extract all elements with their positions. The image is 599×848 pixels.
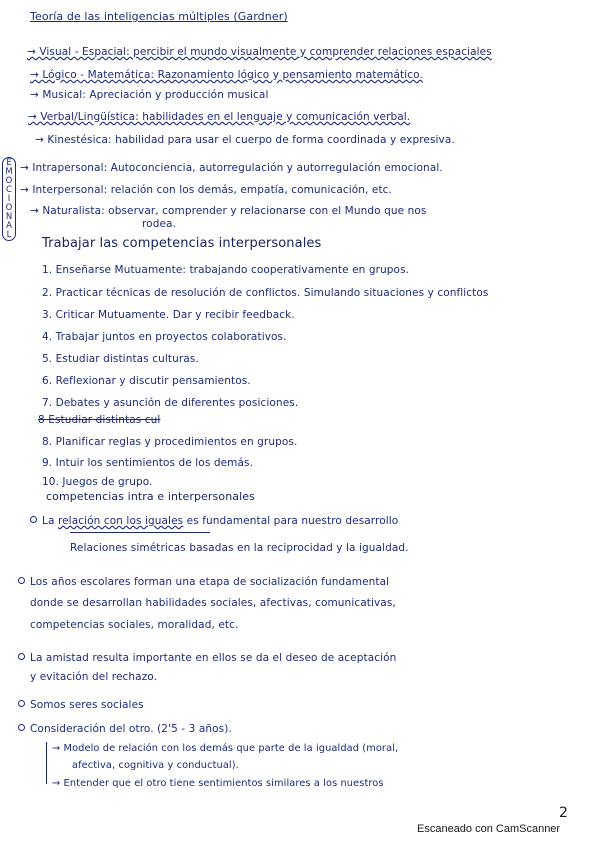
text: La <box>42 515 55 527</box>
intelligence-musical: → Musical: Apreciación y producción musical <box>30 89 269 101</box>
bullet-icon <box>18 577 25 584</box>
emo-letter: I <box>7 193 11 204</box>
scanner-watermark: Escaneado con CamScanner <box>417 823 561 835</box>
text: La amistad resulta importante en ellos se da el deseo de aceptación <box>30 652 397 664</box>
bullet-icon <box>18 700 25 707</box>
intelligence-visual: → Visual - Espacial: percibir el mundo visualmente y comprender relaciones espaciales <box>27 46 492 58</box>
intelligence-verbal: → Verbal/Lingüística: habilidades en el lenguaje y comunicación verbal. <box>28 111 411 123</box>
emo-letter: M <box>5 166 13 177</box>
emo-letter: N <box>5 212 13 223</box>
section1-item: 3. Criticar Mutuamente. Dar y recibir feedback. <box>42 309 295 321</box>
paragraph-consideracion <box>18 723 232 735</box>
paragraph-iguales-line2: Relaciones simétricas basadas en la reciprocidad y la igualdad. <box>70 542 409 554</box>
consideracion-sub-1: → Modelo de relación con los demás que parte de la igualdad (moral, <box>52 743 399 754</box>
emocional-vertical-label <box>2 157 16 241</box>
text: Somos seres sociales <box>30 699 144 711</box>
highlighted-text: relación con los iguales <box>57 515 184 527</box>
emo-letter: L <box>6 230 12 241</box>
emo-letter: C <box>6 184 12 195</box>
section1-item: 7. Debates y asunción de diferentes posiciones. <box>42 397 299 409</box>
bullet-icon <box>18 653 25 660</box>
emo-letter: O <box>5 175 13 186</box>
paragraph-seres-sociales <box>18 699 144 711</box>
section1-item-crossed-out: 8 Estudiar distintas cul <box>38 414 161 426</box>
section1-item: 2. Practicar técnicas de resolución de conflictos. Simulando situaciones y conflictos <box>42 287 489 299</box>
intelligence-naturalist-cont: rodea. <box>142 218 177 230</box>
paragraph-escolares-line2: donde se desarrollan habilidades sociales, afectivas, comunicativas, <box>30 597 396 609</box>
text: es fundamental para nuestro desarrollo <box>186 515 399 527</box>
emo-letter: O <box>5 203 13 214</box>
intelligence-kinesthetic: → Kinestésica: habilidad para usar el cuerpo de forma coordinada y expresiva. <box>35 134 455 146</box>
emo-letter: E <box>6 157 12 168</box>
paragraph-escolares-line1 <box>18 576 389 588</box>
consideracion-sub-2: → Entender que el otro tiene sentimientos similares a los nuestros <box>52 778 384 789</box>
section1-item: 9. Intuir los sentimientos de los demás. <box>42 457 254 469</box>
section1-heading: Trabajar las competencias interpersonales <box>42 236 322 251</box>
intelligence-interpersonal: → Interpersonal: relación con los demás, empatía, comunicación, etc. <box>20 184 392 196</box>
section1-item: 6. Reflexionar y discutir pensamientos. <box>42 375 251 387</box>
section1-item: 8. Planificar reglas y procedimientos en grupos. <box>42 436 298 448</box>
section1-item: 10. Juegos de grupo. <box>42 476 153 488</box>
intelligence-intrapersonal: → Intrapersonal: Autoconciencia, autorregulación y autorregulación emocional. <box>20 162 443 174</box>
paragraph-iguales <box>30 515 398 527</box>
paragraph-amistad-line2: y evitación del rechazo. <box>30 671 158 683</box>
paragraph-amistad-line1 <box>18 652 396 664</box>
section2-heading: competencias intra e interpersonales <box>46 490 255 503</box>
section1-item: 1. Enseñarse Mutuamente: trabajando cooperativamente en grupos. <box>42 264 410 276</box>
section1-item: 4. Trabajar juntos en proyectos colaborativos. <box>42 331 287 343</box>
bullet-icon <box>18 724 25 731</box>
bullet-icon <box>30 516 37 523</box>
consideracion-sub-1-cont: afectiva, cognitiva y conductual). <box>72 760 239 771</box>
intelligence-naturalist: → Naturalista: observar, comprender y relacionarse con el Mundo que nos <box>30 205 427 217</box>
section1-item: 5. Estudiar distintas culturas. <box>42 353 199 365</box>
page-number: 2 <box>559 805 568 821</box>
text: Consideración del otro. (2'5 - 3 años). <box>30 723 232 735</box>
text: Los años escolares forman una etapa de socialización fundamental <box>30 576 390 588</box>
page-title: Teoría de las inteligencias múltiples (Gardner) <box>30 10 288 23</box>
underline-mark <box>70 532 210 533</box>
paragraph-escolares-line3: competencias sociales, moralidad, etc. <box>30 619 239 631</box>
intelligence-logical: → Lógico - Matemática: Razonamiento lógico y pensamiento matemático. <box>30 69 423 81</box>
emo-letter: A <box>6 221 12 232</box>
